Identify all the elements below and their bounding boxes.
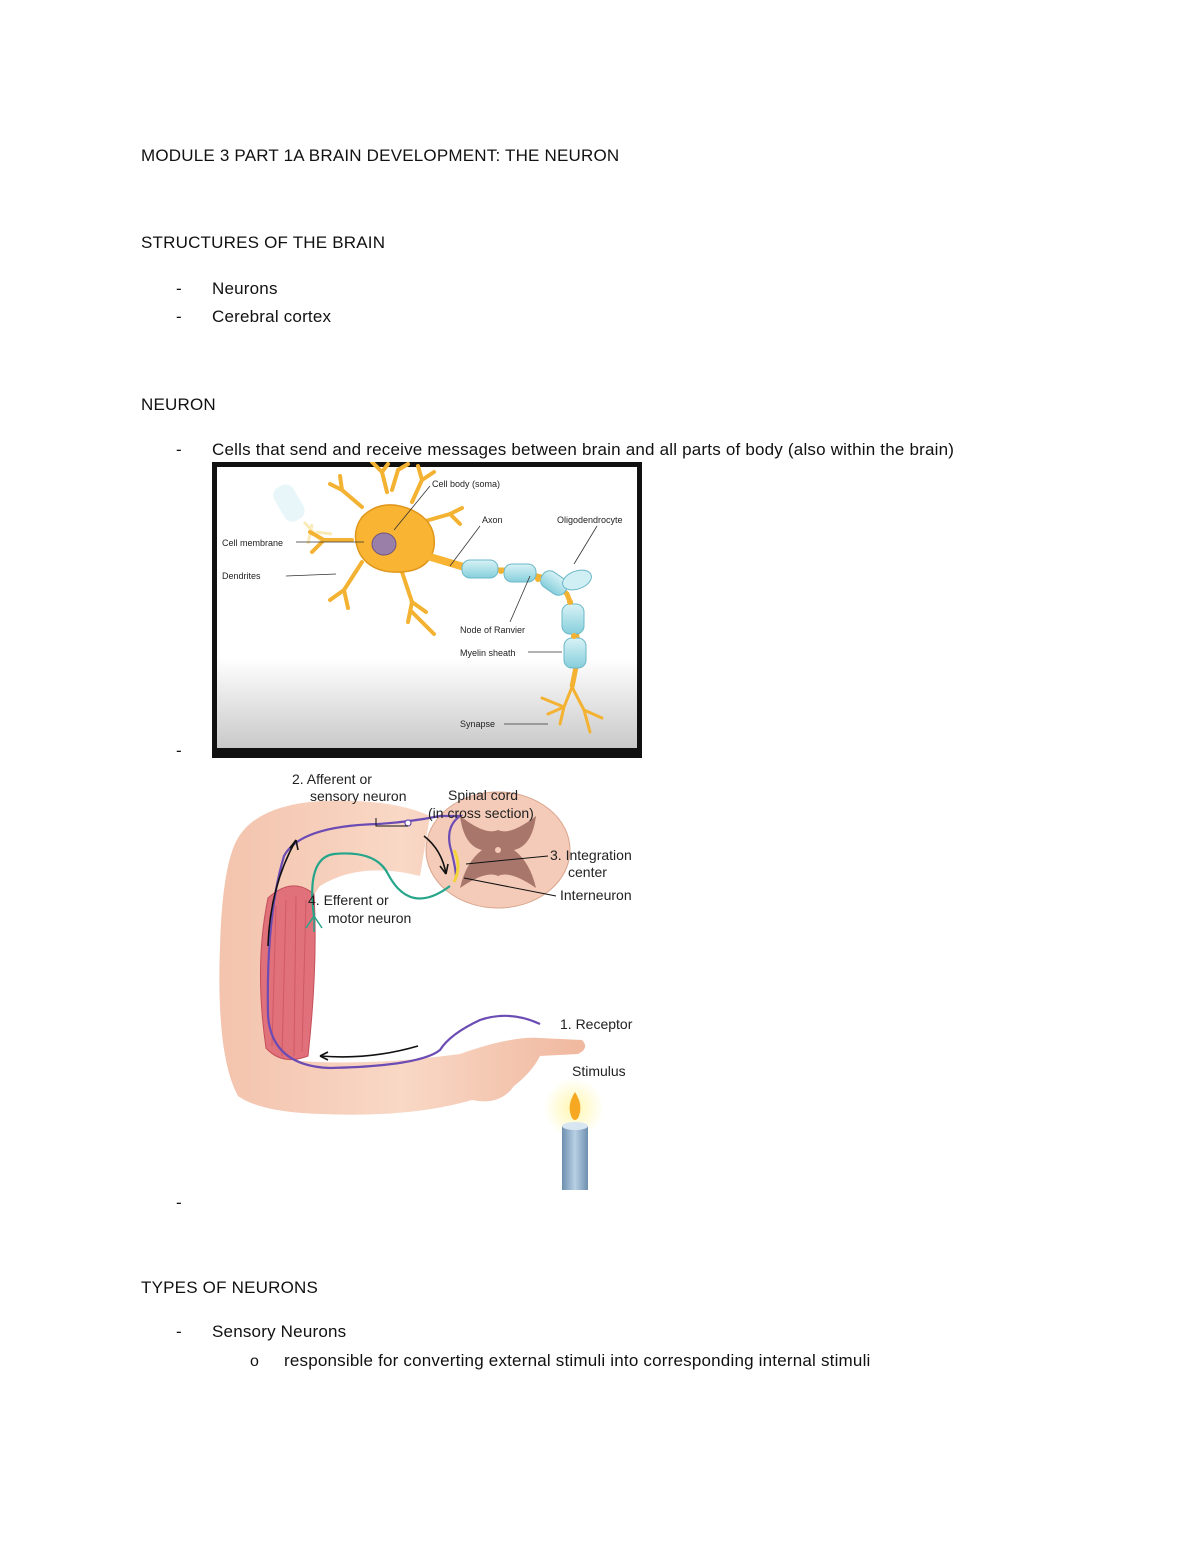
reflex-arc-diagram — [210, 766, 650, 1196]
label-efferent-line2: motor neuron — [328, 910, 412, 926]
bullet-dash: - — [176, 1322, 182, 1341]
bullet-dash: - — [176, 741, 182, 760]
list-item: Neurons — [212, 279, 278, 298]
neuron-diagram — [212, 462, 642, 758]
label-synapse: Synapse — [460, 719, 496, 729]
bullet-dash: - — [176, 279, 182, 298]
bullet-dash: - — [176, 1193, 182, 1212]
label-integration-line1: 3. Integration — [550, 847, 632, 863]
label-efferent-line1: 4. Efferent or — [308, 892, 389, 908]
label-oligodendrocyte: Oligodendrocyte — [557, 515, 623, 525]
label-node-of-ranvier: Node of Ranvier — [460, 625, 526, 635]
label-spinal-line2: (in cross section) — [428, 805, 534, 821]
list-item: Cerebral cortex — [212, 307, 332, 326]
reflex-arc-figure — [210, 766, 650, 1196]
bullet-dash: - — [176, 307, 182, 326]
label-receptor: 1. Receptor — [560, 1016, 633, 1032]
sub-list-item: responsible for converting external stimuli into corresponding internal stimuli — [284, 1351, 871, 1370]
label-spinal-line1: Spinal cord — [448, 787, 519, 803]
section-heading-neuron: NEURON — [141, 395, 216, 414]
label-cell-membrane: Cell membrane — [222, 538, 284, 548]
label-afferent-line1: 2. Afferent or — [292, 771, 372, 787]
label-axon: Axon — [482, 515, 503, 525]
list-item: Sensory Neurons — [212, 1322, 347, 1341]
list-item: Cells that send and receive messages between brain and all parts of body (also within the brain) — [212, 440, 955, 459]
label-cell-body: Cell body (soma) — [432, 479, 501, 489]
sub-bullet: o — [250, 1353, 259, 1370]
section-heading-types: TYPES OF NEURONS — [141, 1278, 319, 1297]
label-stimulus: Stimulus — [572, 1063, 626, 1079]
label-integration-line2: center — [568, 864, 607, 880]
label-dendrites: Dendrites — [222, 571, 261, 581]
candle-graphic — [544, 1078, 604, 1190]
document-title: MODULE 3 PART 1A BRAIN DEVELOPMENT: THE NEURON — [141, 146, 620, 165]
label-interneuron: Interneuron — [560, 887, 632, 903]
neuron-diagram-figure — [212, 462, 642, 758]
section-heading-structures: STRUCTURES OF THE BRAIN — [141, 233, 386, 252]
bullet-dash: - — [176, 440, 182, 459]
label-afferent-line2: sensory neuron — [310, 788, 407, 804]
label-myelin-sheath: Myelin sheath — [460, 648, 516, 658]
